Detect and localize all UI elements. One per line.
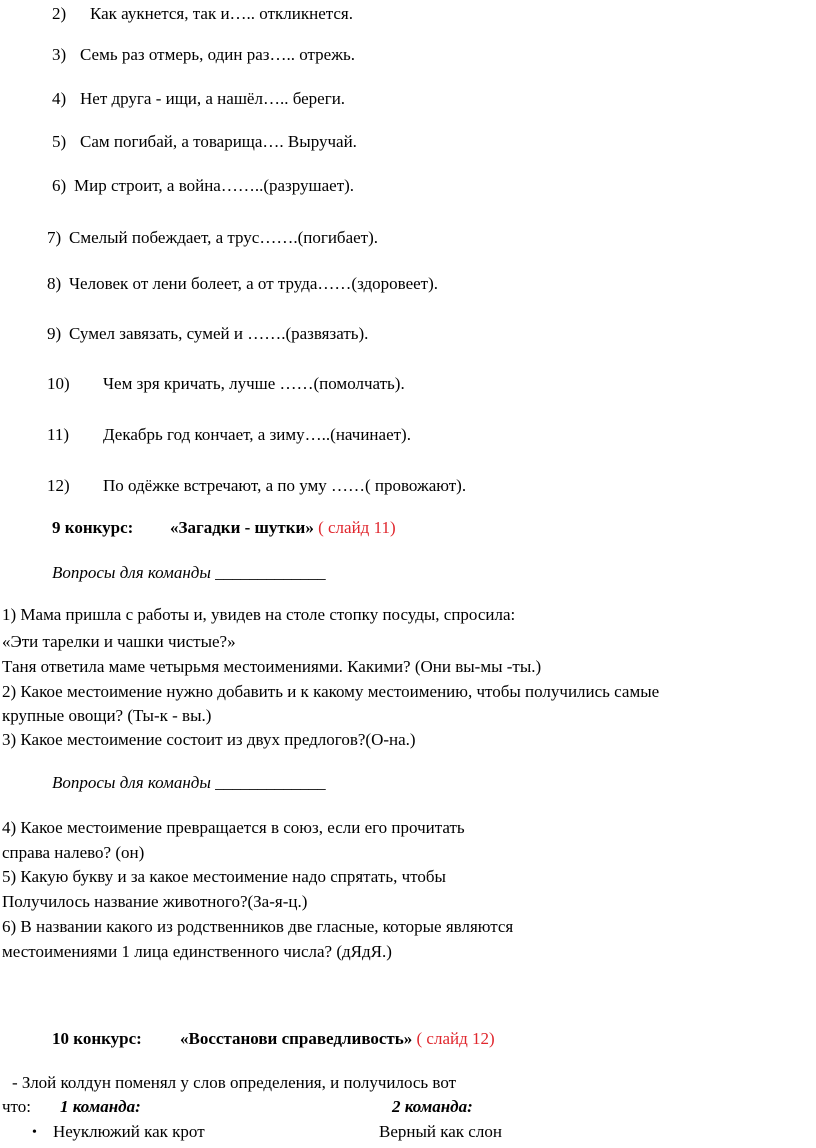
team-questions-label [52,773,326,793]
proverb-number: 10) [47,374,70,393]
riddle-line: 2) Какое местоимение нужно добавить и к какому местоимению, чтобы получились самые [2,682,660,701]
contest-label: 10 конкурс: [52,1029,142,1048]
proverb-number: 5) [52,132,67,151]
proverb-number: 12) [47,476,70,495]
riddle-line: крупные овощи? (Ты-к - вы.) [2,706,212,725]
proverb-11 [47,425,411,445]
contest-10-intro: - Злой колдун поменял у слов определения, и получилось вот [12,1073,457,1092]
proverb-number: 9) [47,324,62,343]
proverb-number: 8) [47,274,62,293]
contest-title: «Загадки - шутки» [170,518,314,537]
proverb-7 [47,228,378,248]
proverb-5 [52,132,357,152]
proverb-10 [47,374,405,394]
team-1-item: Неуклюжий как крот [53,1122,205,1141]
riddle-line: местоимениями 1 лица единственного числа? (дЯдЯ.) [2,942,392,961]
proverb-text: Семь раз отмерь, один раз….. отрежь. [80,45,355,64]
proverb-number: 6) [52,176,67,195]
team-questions-label [52,563,326,583]
team-questions-text: Вопросы для команды [52,773,211,792]
team-questions-text: Вопросы для команды [52,563,211,582]
team-2-item: Верный как слон [379,1122,502,1141]
contest-title: «Восстанови справедливость» [180,1029,413,1048]
proverb-text: Чем зря кричать, лучше ……(помолчать). [103,374,405,393]
proverb-text: Сам погибай, а товарища…. Выручай. [80,132,357,151]
riddle-line: Таня ответила маме четырьмя местоимениями. Какими? (Они вы-мы -ты.) [2,657,542,676]
riddle-line: 6) В названии какого из родственников две гласные, которые являются [2,917,514,936]
team-1-header: 1 команда: [60,1097,141,1116]
riddle-line: 1) Мама пришла с работы и, увидев на столе стопку посуды, спросила: [2,605,516,624]
riddle-line: 5) Какую букву и за какое местоимение надо спрятать, чтобы [2,867,446,886]
contest-label: 9 конкурс: [52,518,134,537]
contest-10-heading [52,1029,495,1049]
riddle-line: «Эти тарелки и чашки чистые?» [2,632,236,651]
bullet-icon: • [32,1125,37,1140]
riddle-line: Получилось название животного?(За-я-ц.) [2,892,308,911]
proverb-text: Сумел завязать, сумей и …….(развязать). [69,324,369,343]
proverb-text: Декабрь год кончает, а зиму…..(начинает). [103,425,411,444]
contest-10-intro-continued: что: [2,1097,31,1116]
proverb-number: 11) [47,425,70,444]
riddle-line: справа налево? (он) [2,843,145,862]
proverb-text: По одёжке встречают, а по уму ……( провожают). [103,476,467,495]
proverb-text: Нет друга - ищи, а нашёл….. береги. [80,89,346,108]
proverb-number: 3) [52,45,67,64]
contest-9-heading [52,518,396,538]
proverb-number: 2) [52,4,67,23]
proverb-2 [52,4,353,24]
proverb-text: Как аукнется, так и….. откликнется. [90,4,353,23]
proverb-12 [47,476,466,496]
team-name-blank: _____________ [215,563,326,582]
proverb-text: Смелый побеждает, а трус…….(погибает). [69,228,379,247]
team-name-blank: _____________ [215,773,326,792]
slide-reference: ( слайд 11) [318,518,396,537]
proverb-text: Человек от лени болеет, а от труда……(здоровеет). [69,274,439,293]
proverb-9 [47,324,368,344]
slide-reference: ( слайд 12) [416,1029,495,1048]
riddle-line: 3) Какое местоимение состоит из двух предлогов?(О-на.) [2,730,416,749]
team-2-header: 2 команда: [392,1097,473,1116]
proverb-number: 4) [52,89,67,108]
proverb-6 [52,176,354,196]
proverb-3 [52,45,355,65]
proverb-text: Мир строит, а война……..(разрушает). [74,176,355,195]
riddle-line: 4) Какое местоимение превращается в союз, если его прочитать [2,818,465,837]
proverb-number: 7) [47,228,62,247]
proverb-4 [52,89,345,109]
proverb-8 [47,274,438,294]
